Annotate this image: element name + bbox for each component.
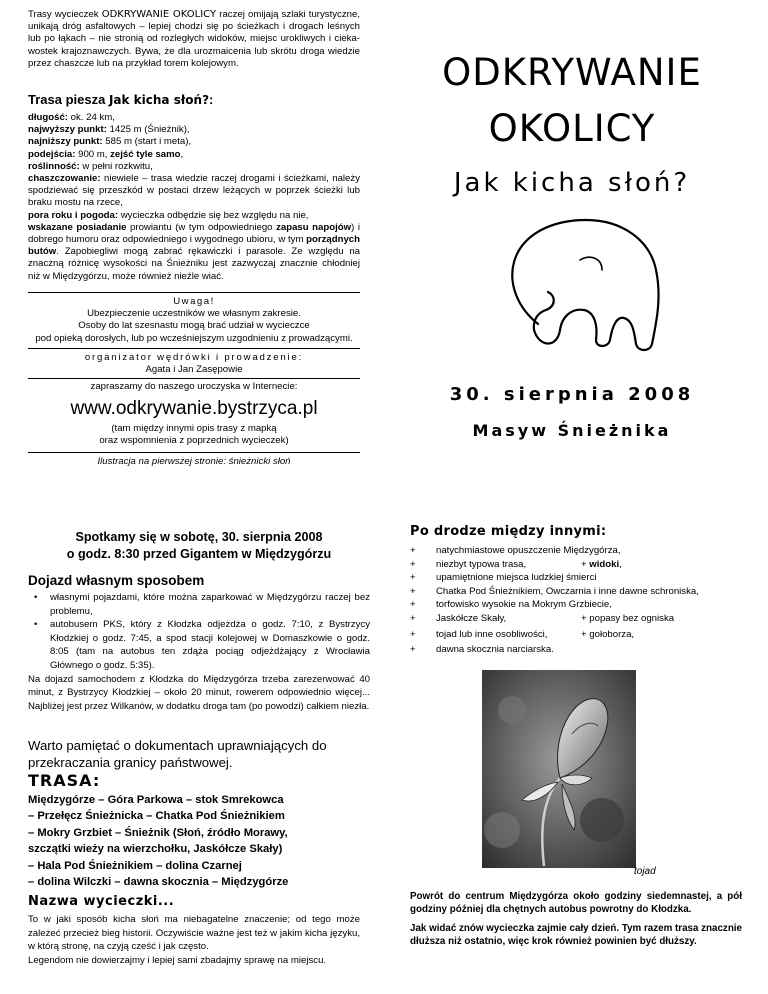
subtitle: Jak kicha słoń?	[453, 168, 691, 198]
main-title: ODKRYWANIE OKOLICY	[442, 51, 702, 150]
photo-caption: tojad	[634, 866, 656, 877]
list-item: – dolina Wilczki – dawna skocznia – Międzygórze	[28, 876, 289, 889]
elephant-illustration	[490, 212, 680, 362]
organizer: organizator wędrówki i prowadzenie: Agata i Jan Zasępowie	[84, 352, 304, 376]
trasa-list	[28, 792, 370, 890]
list-item: + natychmiastowe opuszczenie Międzygórza,	[410, 544, 740, 558]
documents-note: Warto pamiętać o dokumentach uprawniających do przekraczania granicy państwowej.	[28, 738, 327, 770]
on-the-way-list	[410, 544, 740, 657]
intro-paragraph: Trasy wycieczek ODKRYWANIE OKOLICY raczej omijają szlaki turystyczne, unikają dróg asfaltowych – lepiej chodzi się po ścieżkach i drogach leśnych lub po łąkach – nie stronią od rozległych widoków, miejsc urokliwych i cieka-wostek krajoznawczych. Bywa, że dla urozmaicenia lub skrótu droga wiedzie przez chaszcze lub na przykład torem kolejowym.	[28, 9, 360, 69]
list-item: – Hala Pod Śnieżnikiem – dolina Czarnej	[28, 859, 242, 872]
on-the-way-heading: Po drodze między innymi:	[410, 524, 607, 539]
divider	[28, 348, 360, 349]
list-item: + Jaskółcze Skały, + popasy bez ogniska	[410, 612, 740, 626]
name-section-heading: Nazwa wycieczki...	[28, 894, 175, 909]
list-item: • własnymi pojazdami, które można zaparkować w Międzygórzu raczej bez problemu,	[28, 591, 370, 618]
meeting-info: Spotkamy się w sobotę, 30. sierpnia 2008 o godz. 8:30 przed Gigantem w Międzygórzu	[66, 530, 332, 561]
route-name: Jak kicha słoń?	[108, 93, 210, 107]
divider	[28, 378, 360, 379]
list-item: – Przełęcz Śnieżnicka – Chatka Pod Śnieżnikiem	[28, 810, 285, 823]
trasa-heading: TRASA:	[28, 771, 101, 790]
list-item: + niezbyt typowa trasa, + widoki,	[410, 558, 740, 572]
dojazd-heading: Dojazd własnym sposobem	[28, 573, 205, 588]
dojazd-list	[28, 591, 370, 673]
warning-box: Uwaga! Ubezpieczenie uczestników we własnym zakresie. Osoby do lat szesnastu mogą brać udział w wycieczce pod opieką dorosłych, lub po wcześniejszym uzgodnieniu z prowadzącymi.	[35, 296, 353, 344]
return-info: Powrót do centrum Międzygórza około godziny siedemnastej, a pół godziny później dla chętnych autobus powrotny do Kłodzka. Jak widać znów wycieczka zajmie cały dzień. Tym razem trasa znacznie dłuższa niż ostatnio, więc krok również powinien być dłuższy.	[410, 891, 742, 947]
list-item: Międzygórze – Góra Parkowa – stok Smrekowca	[28, 794, 284, 806]
event-date: 30. sierpnia 2008	[449, 384, 695, 405]
list-item: + torfowisko wysokie na Mokrym Grzbiecie,	[410, 598, 740, 612]
list-item: + upamiętnione miejsca ludzkiej śmierci	[410, 571, 740, 585]
tojad-photo	[482, 670, 636, 868]
route-details: długość: ok. 24 km, najwyższy punkt: 1425 m (Śnieżnik), najniższy punkt: 585 m (start i meta), podejścia: 900 m, zejść tyle samo, roślinność: w pełni rozkwitu, chaszczowanie: niewiele – trasa wiedzie raczej drogami i ścieżkami, należy spodziewać się przeszkód w postaci drzew leżących w poprzek ścieżki lub braku mostu na rzece, pora roku i pogoda: wycieczka odbędzie się bez względu na nie, wskazane posiadanie prowiantu (w tym odpowiedniego zapasu napojów) i dobrego humoru oraz odpowiedniego i wygodnego ubioru, w tym porządnych butów. Zapobiegliwi mogą zabrać rękawiczki i parasole. Ze względu na znaczną różnicę wysokości na Śnieżniku jest zazwyczaj znacznie chłodniej niż w Międzygórzu, może również nieźle wiać.	[28, 112, 360, 282]
website-url[interactable]: www.odkrywanie.bystrzyca.pl	[70, 398, 318, 420]
route-heading: Trasa piesza Jak kicha słoń?:	[28, 92, 214, 107]
list-item: + dawna skocznia narciarska.	[410, 643, 740, 657]
divider	[28, 292, 360, 293]
divider	[28, 452, 360, 453]
brand-name: ODKRYWANIE OKOLICY	[101, 9, 217, 20]
name-section-text: To w jaki sposób kicha słoń ma niebagatelne znaczenie; od tego może zależeć przecież bieg historii. Oczywiście ważne jest też w jakim kicha języku, w którą stronę, na czyją cześć i jak często. Legendom nie dowierzajmy i lepiej sami zbadajmy sprawę na miejscu.	[28, 914, 360, 966]
list-item: – Mokry Grzbiet – Śnieżnik (Słoń, źródło Morawy,	[28, 826, 288, 839]
list-item: + tojad lub inne osobliwości, + gołoborza,	[410, 628, 740, 642]
list-item: • autobusem PKS, który z Kłodzka odjeżdża o godz. 7:10, z Bystrzycy Kłodzkiej o godz. 7:45, a spod stacji kolejowej w Domaszkowie o godz. 8:05 (tam na autobus ten zdąża pociąg odjeżdżający z Wrocławia Głównego o godz. 5:35).	[28, 618, 370, 672]
illustration-caption: Ilustracja na pierwszej stronie: śnieżnicki słoń	[97, 456, 291, 467]
website-block: zapraszamy do naszego uroczyska w Internecie: www.odkrywanie.bystrzyca.pl (tam między innymi opis trasy z mapką oraz wspomnienia z poprzednich wycieczek)	[28, 381, 360, 448]
list-item: szczątki wieży na wierzchołku, Jaskółcze Skały)	[28, 843, 283, 856]
list-item: + Chatka Pod Śnieżnikiem, Owczarnia i inne dawne schroniska,	[410, 585, 740, 599]
event-place: Masyw Śnieżnika	[472, 421, 672, 440]
dojazd-section: • własnymi pojazdami, które można zaparkować w Międzygórzu raczej bez problemu, • autobusem PKS, który z Kłodzka odjeżdża o godz. 7:10, z Bystrzycy Kłodzkiej o godz. 7:45, a spod stacji kolejowej w Domaszkowie o godz. 8:05 (tam na autobus ten zdąża pociąg odjeżdżający z Wrocławia Głównego o godz. 5:35). Na dojazd samochodem z Kłodzka do Międzygórza trzeba zarezerwować 40 minut, z Bystrzycy Kłodzkiej – około 20 minut, rowerem odpowiednio więcej... Najbliżej jest przez Wilkanów, w dodatku droga tam (po powodzi) całkiem niezła.	[28, 591, 370, 713]
